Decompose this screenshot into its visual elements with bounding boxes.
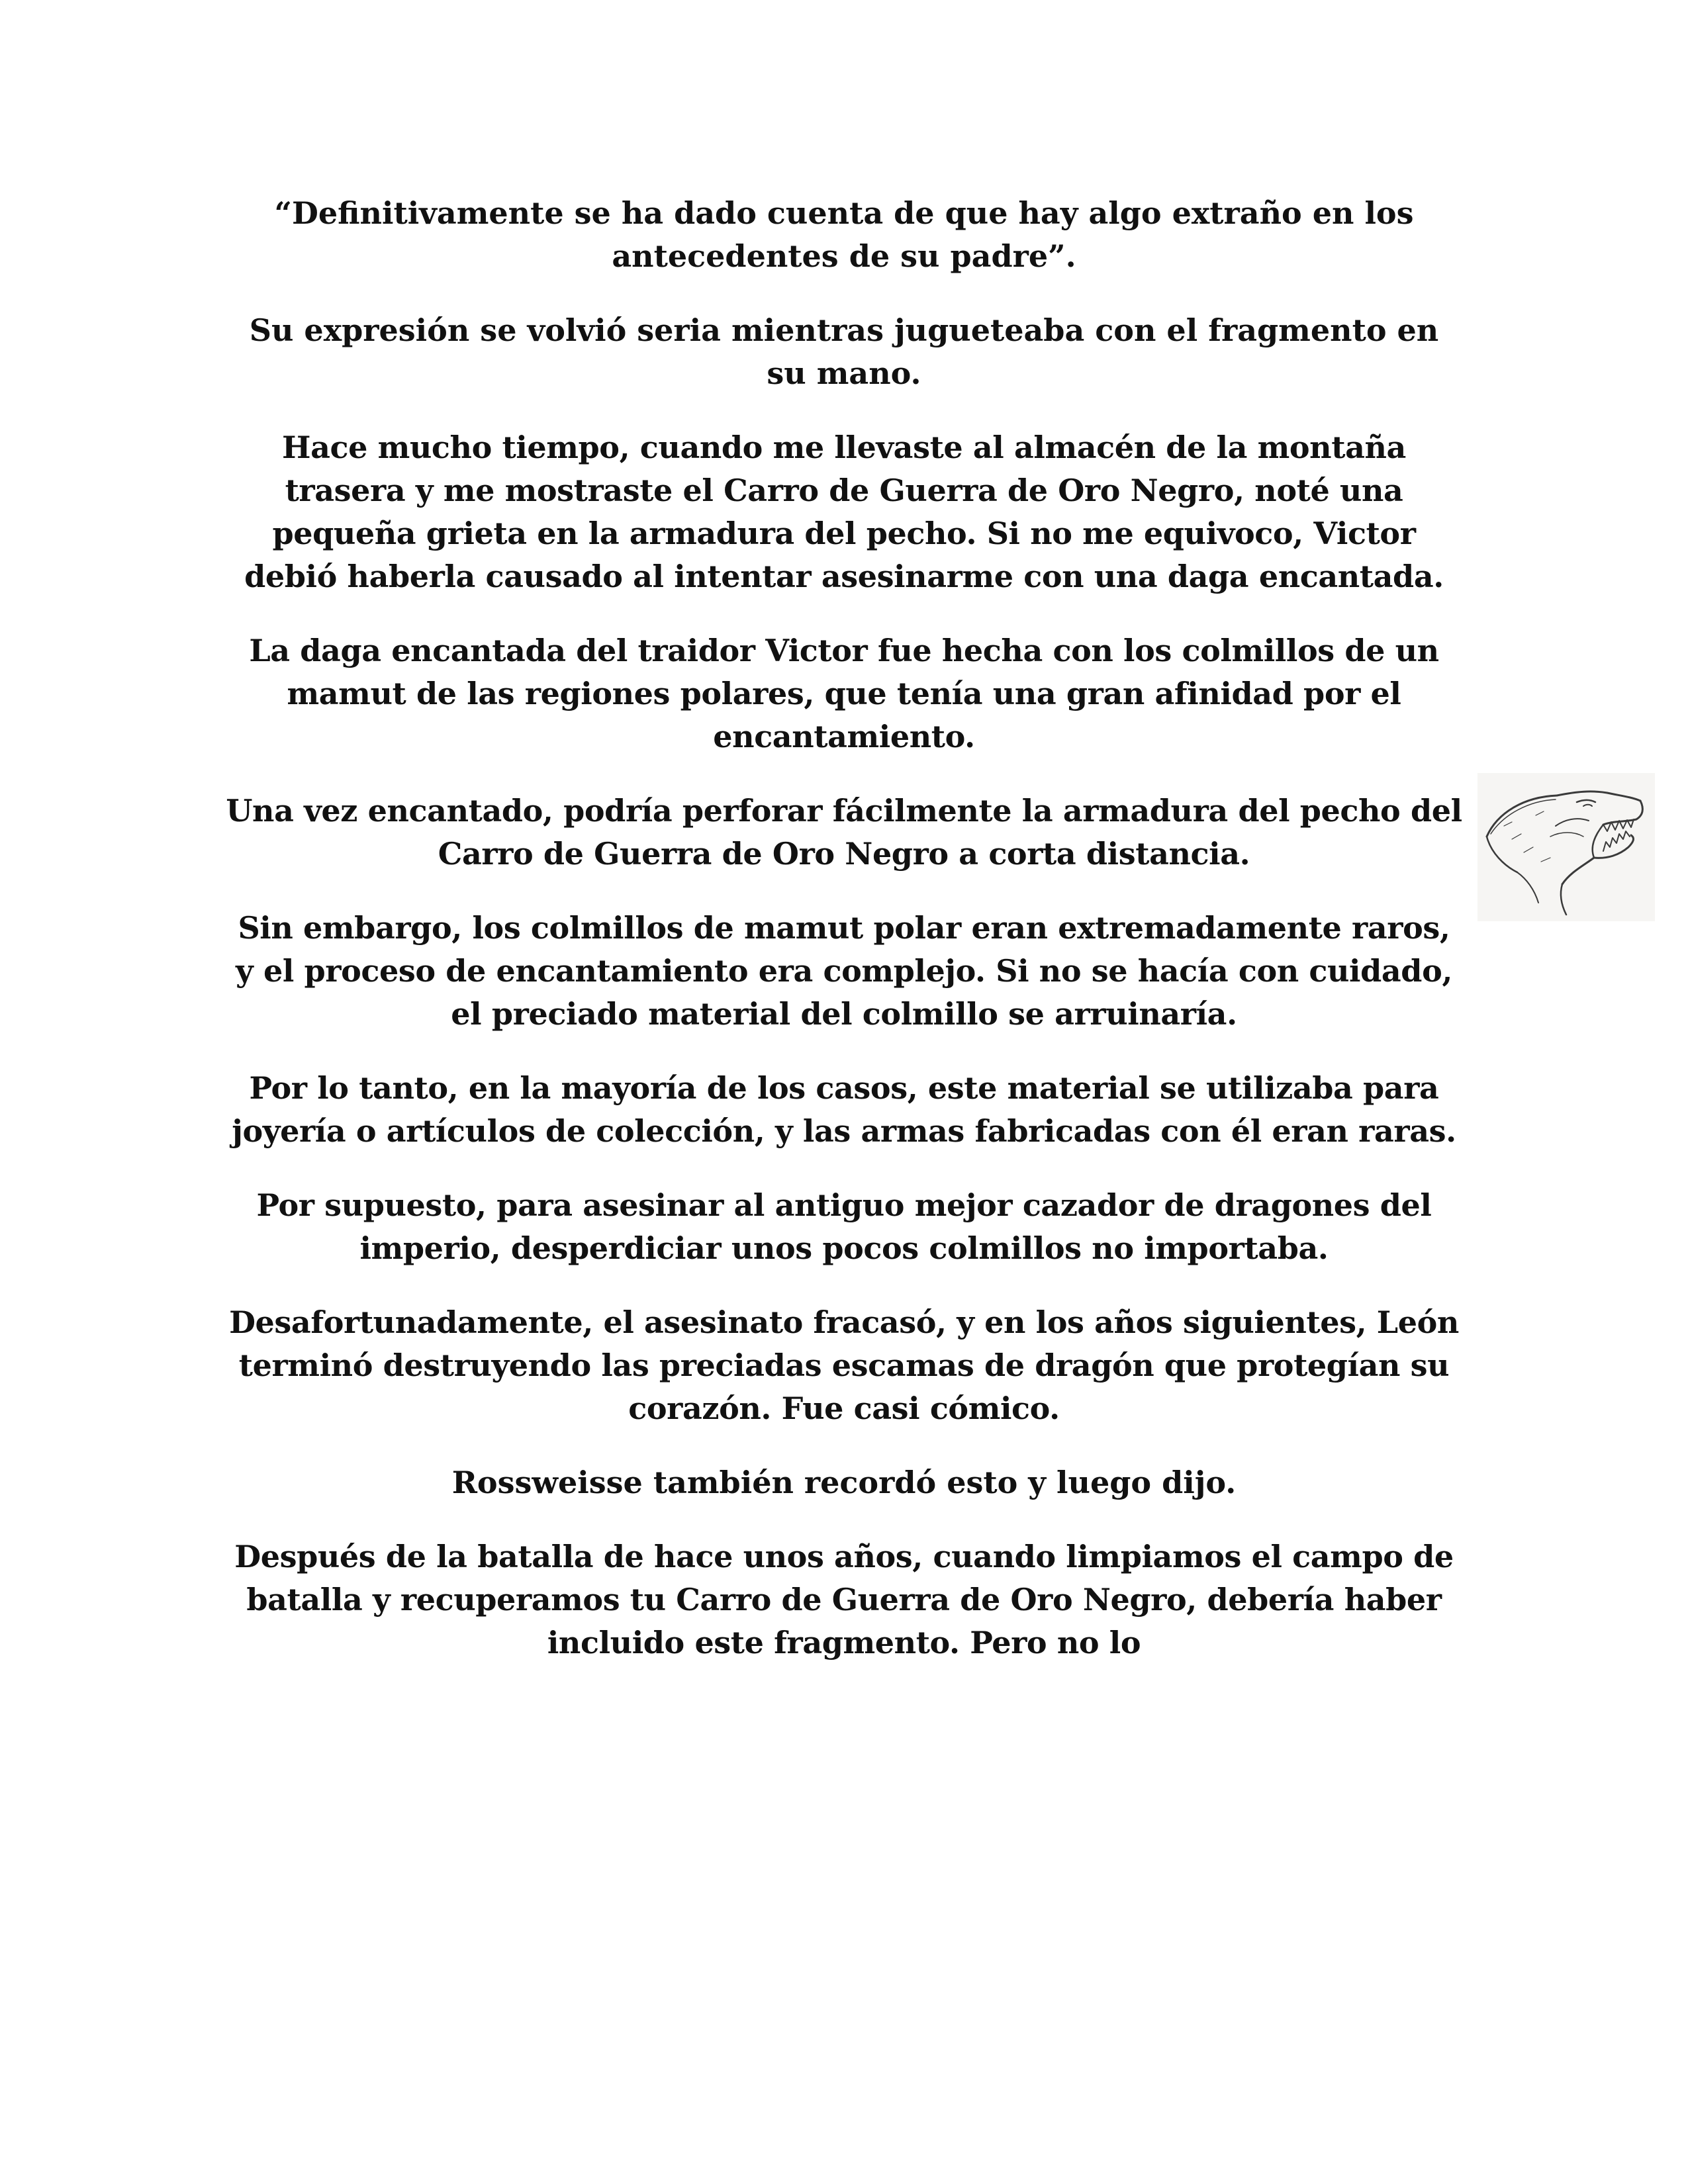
dinosaur-head-sketch-icon	[1477, 773, 1655, 921]
paragraph-5: Una vez encantado, podría perforar fácilmente la armadura del pecho del Carro de Guerra de Oro Negro a corta distancia.	[226, 793, 1462, 872]
paragraph-8: Por supuesto, para asesinar al antiguo mejor cazador de dragones del imperio, desperdiciar unos pocos colmillos no importaba.	[256, 1187, 1432, 1266]
paragraph-10: Rossweisse también recordó esto y luego dijo.	[451, 1465, 1237, 1500]
paragraph-7: Por lo tanto, en la mayoría de los casos, este material se utilizaba para joyería o artículos de colección, y las armas fabricadas con él eran raras.	[232, 1070, 1456, 1149]
body-text	[225, 192, 1463, 1696]
paragraph-1: “Definitivamente se ha dado cuenta de que hay algo extraño en los antecedentes de su padre”.	[274, 195, 1414, 274]
paragraph-3: Hace mucho tiempo, cuando me llevaste al almacén de la montaña trasera y me mostraste el Carro de Guerra de Oro Negro, noté una pequeña grieta en la armadura del pecho. Si no me equivoco, Victor debió haberla causado al intentar asesinarme con una daga encantada.	[244, 430, 1444, 594]
paragraph-9: Desafortunadamente, el asesinato fracasó, y en los años siguientes, León terminó destruyendo las preciadas escamas de dragón que protegían su corazón. Fue casi cómico.	[229, 1304, 1459, 1426]
paragraph-2: Su expresión se volvió seria mientras jugueteaba con el fragmento en su mano.	[249, 312, 1439, 391]
paragraph-11: Después de la batalla de hace unos años, cuando limpiamos el campo de batalla y recuperamos tu Carro de Guerra de Oro Negro, debería haber incluido este fragmento. Pero no lo	[234, 1539, 1454, 1661]
paragraph-6: Sin embargo, los colmillos de mamut polar eran extremadamente raros, y el proceso de encantamiento era complejo. Si no se hacía con cuidado, el preciado material del colmillo se arruinaría.	[236, 910, 1452, 1032]
paragraph-4: La daga encantada del traidor Victor fue hecha con los colmillos de un mamut de las regiones polares, que tenía una gran afinidad por el encantamiento.	[249, 633, 1439, 754]
